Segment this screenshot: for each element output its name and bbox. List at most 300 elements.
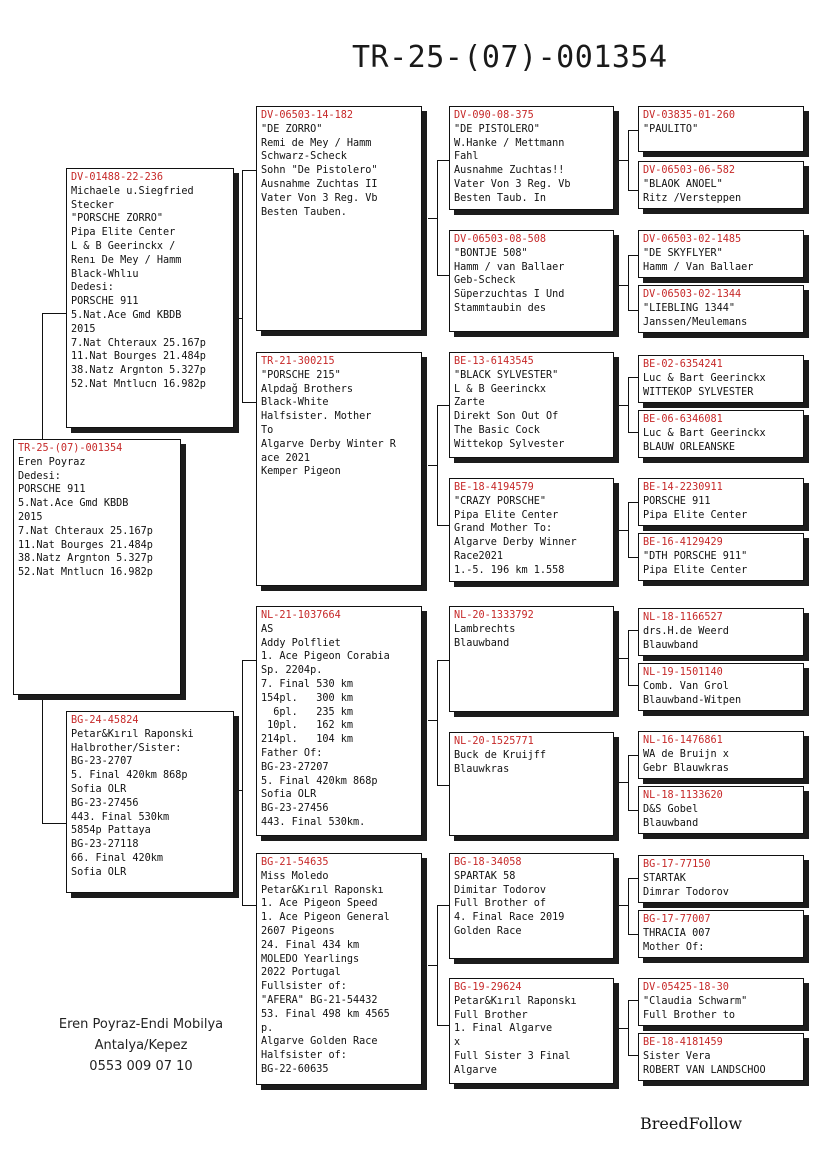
connector <box>628 130 638 131</box>
detail-line: 2022 Portugal <box>261 967 341 979</box>
detail-line: "DTH PORSCHE 911" <box>643 550 748 562</box>
connector <box>428 720 437 721</box>
detail-line: 1. Ace Pigeon General <box>261 912 390 924</box>
pedigree-title: TR-25-(07)-001354 <box>352 40 668 75</box>
detail-line: Blauwband <box>454 637 510 649</box>
detail-line: Petar&Kırıl Raponskı <box>454 995 577 1007</box>
ring-number: DV-06503-06-582 <box>643 165 736 176</box>
detail-line: Michaele u.Siegfried <box>71 185 194 197</box>
pigeon-details <box>643 302 799 330</box>
detail-line: D&S Gobel <box>643 803 699 815</box>
connector <box>628 1055 638 1056</box>
pigeon-details <box>261 369 417 479</box>
ring-number: NL-21-1037664 <box>261 610 341 621</box>
ring-number: BG-18-34058 <box>454 857 522 868</box>
owner-name: Eren Poyraz-Endi Mobilya <box>58 1017 224 1032</box>
detail-line: Sp. 2204p. <box>261 665 323 677</box>
detail-line: Hamm / Van Ballaer <box>643 261 754 273</box>
connector <box>628 934 638 935</box>
detail-line: 53. Final 498 km 4565 <box>261 1008 390 1020</box>
detail-line: Eren Poyraz <box>18 456 86 468</box>
detail-line: W.Hanke / Mettmann <box>454 137 565 149</box>
detail-line: Full Brother to <box>643 1009 736 1021</box>
detail-line: The Basic Cock <box>454 424 540 436</box>
connector <box>619 405 628 406</box>
connector <box>628 377 638 378</box>
detail-line: Pipa Elite Center <box>643 509 748 521</box>
detail-line: 7.Nat Chteraux 25.167p <box>18 525 153 537</box>
detail-line: SPARTAK 58 <box>454 870 516 882</box>
detail-line: Grand Mother To: <box>454 523 553 535</box>
ring-number: BG-19-29624 <box>454 982 522 993</box>
pedigree-card-sd[interactable] <box>256 352 422 586</box>
connector <box>428 218 437 219</box>
detail-line: "Claudia Schwarm" <box>643 995 748 1007</box>
connector <box>628 502 629 557</box>
detail-line: Dimrar Todorov <box>643 886 729 898</box>
detail-line: 52.Nat Mntlucn 16.982p <box>71 378 206 390</box>
detail-line: ROBERT VAN LANDSCHOO <box>643 1064 766 1076</box>
owner-phone: 0553 009 07 10 <box>89 1059 193 1074</box>
ring-number: BE-13-6143545 <box>454 356 534 367</box>
detail-line: 1.-5. 196 km 1.558 <box>454 564 565 576</box>
detail-line: L & B Geerinckx <box>454 383 547 395</box>
detail-line: THRACIA 007 <box>643 927 711 939</box>
pigeon-details <box>454 623 609 651</box>
detail-line: WITTEKOP SYLVESTER <box>643 386 754 398</box>
detail-line: Full Brother <box>454 1009 528 1021</box>
connector <box>242 170 256 171</box>
connector <box>437 405 449 406</box>
ring-number: BG-24-45824 <box>71 715 139 726</box>
detail-line: Besten Tauben. <box>261 206 347 218</box>
connector <box>437 785 449 786</box>
connector <box>42 313 66 314</box>
pedigree-card-g13[interactable] <box>638 855 804 903</box>
connector <box>437 405 438 525</box>
pedigree-card-g9[interactable] <box>638 608 804 656</box>
detail-line: Blauwkras <box>454 763 510 775</box>
pigeon-details <box>454 995 609 1078</box>
connector <box>242 402 256 403</box>
detail-line: Vater Von 3 Reg. Vb <box>261 192 378 204</box>
detail-line: 5.Nat.Ace Gmd KBDB <box>18 498 129 510</box>
connector <box>234 318 242 319</box>
detail-line: BLAUW ORLEANSKE <box>643 441 736 453</box>
detail-line: Stammtaubin des <box>454 302 547 314</box>
pigeon-details <box>643 372 799 400</box>
ring-number: NL-19-1501140 <box>643 667 723 678</box>
detail-line: Algarve Derby Winner <box>454 537 577 549</box>
ring-number: TR-21-300215 <box>261 356 335 367</box>
detail-line: "PORSCHE 215" <box>261 369 341 381</box>
detail-line: Hamm / van Ballaer <box>454 261 565 273</box>
pigeon-details <box>643 495 799 523</box>
pedigree-card-g16[interactable] <box>638 1033 804 1081</box>
detail-line: Pipa Elite Center <box>643 564 748 576</box>
detail-line: MOLEDO Yearlings <box>261 953 360 965</box>
detail-line: Janssen/Meulemans <box>643 316 748 328</box>
detail-line: 1. Final Algarve <box>454 1023 553 1035</box>
connector <box>628 1000 638 1001</box>
detail-line: AS <box>261 623 274 635</box>
detail-line: 24. Final 434 km <box>261 939 360 951</box>
ring-number: DV-06503-08-508 <box>454 234 547 245</box>
detail-line: 6pl. 235 km <box>261 706 354 718</box>
detail-line: Black-Whlıu <box>71 268 139 280</box>
pigeon-details <box>643 680 799 708</box>
detail-line: 2015 <box>71 323 96 335</box>
connector <box>628 502 638 503</box>
connector <box>242 905 256 906</box>
detail-line: Halfsister of: <box>261 1050 347 1062</box>
detail-line: Pipa Elite Center <box>71 227 176 239</box>
connector <box>628 255 629 310</box>
detail-line: 1. Ace Pigeon Corabia <box>261 651 390 663</box>
pigeon-details <box>71 728 229 880</box>
pigeon-details <box>643 927 799 955</box>
connector <box>628 557 638 558</box>
connector <box>242 170 243 402</box>
detail-line: Blauwband <box>643 639 699 651</box>
pigeon-details <box>643 625 799 653</box>
detail-line: "BLAOK ANOEL" <box>643 178 723 190</box>
pigeon-details <box>261 123 417 220</box>
ring-number: DV-090-08-375 <box>454 110 534 121</box>
detail-line: PORSCHE 911 <box>71 296 139 308</box>
connector <box>628 755 629 810</box>
pedigree-card-g7[interactable] <box>638 478 804 526</box>
connector <box>628 810 638 811</box>
connector <box>242 660 243 905</box>
detail-line: Direkt Son Out Of <box>454 411 559 423</box>
detail-line: Dedesi: <box>18 470 61 482</box>
pedigree-card-sdd[interactable] <box>449 478 614 582</box>
connector <box>619 658 628 659</box>
connector <box>628 755 638 756</box>
detail-line: 4. Final Race 2019 <box>454 912 565 924</box>
connector <box>428 465 437 466</box>
ring-number: DV-06503-02-1344 <box>643 289 742 300</box>
detail-line: 443. Final 530km <box>71 811 170 823</box>
detail-line: 11.Nat Bourges 21.484p <box>71 351 206 363</box>
pigeon-details <box>643 123 799 137</box>
pedigree-card-g5[interactable] <box>638 355 804 403</box>
connector <box>242 660 256 661</box>
connector <box>619 160 628 161</box>
detail-line: x <box>454 1037 461 1049</box>
detail-line: "LIEBLING 1344" <box>643 302 736 314</box>
pedigree-card-dsd[interactable] <box>449 732 614 836</box>
detail-line: Geb-Scheck <box>454 275 516 287</box>
pedigree-card-g3[interactable] <box>638 230 804 278</box>
detail-line: p. <box>261 1022 274 1034</box>
pedigree-card-ds[interactable] <box>256 606 422 836</box>
ring-number: NL-20-1333792 <box>454 610 534 621</box>
detail-line: Algarve <box>454 1064 497 1076</box>
ring-number: DV-05425-18-30 <box>643 982 729 993</box>
detail-line: BG-22-60635 <box>261 1063 329 1075</box>
detail-line: 5. Final 420km 868p <box>71 770 188 782</box>
ring-number: NL-20-1525771 <box>454 736 534 747</box>
connector <box>428 965 437 966</box>
detail-line: BG-23-27456 <box>261 803 329 815</box>
ring-number: DV-03835-01-260 <box>643 110 736 121</box>
pigeon-details <box>643 872 799 900</box>
detail-line: 2607 Pigeons <box>261 925 335 937</box>
pedigree-card-sire[interactable] <box>66 168 234 428</box>
connector <box>437 160 449 161</box>
pigeon-details <box>454 247 609 316</box>
pigeon-details <box>261 623 417 830</box>
detail-line: 2015 <box>18 511 43 523</box>
connector <box>42 313 43 440</box>
pigeon-details <box>643 748 799 776</box>
pedigree-card-dam[interactable] <box>66 711 234 893</box>
detail-line: ace 2021 <box>261 452 311 464</box>
pedigree-card-g15[interactable] <box>638 978 804 1026</box>
detail-line: Blauwband-Witpen <box>643 694 742 706</box>
detail-line: Halbrother/Sister: <box>71 742 182 754</box>
pedigree-card-sss[interactable] <box>449 106 614 210</box>
detail-line: Fullsister of: <box>261 981 347 993</box>
detail-line: "PAULITO" <box>643 123 699 135</box>
detail-line: Luc & Bart Geerinckx <box>643 372 766 384</box>
detail-line: "DE ZORRO" <box>261 123 323 135</box>
pedigree-card-g8[interactable] <box>638 533 804 581</box>
detail-line: Race2021 <box>454 550 504 562</box>
pigeon-details <box>643 427 799 455</box>
connector <box>42 700 43 823</box>
detail-line: PORSCHE 911 <box>18 484 86 496</box>
pigeon-details <box>454 870 609 939</box>
connector <box>628 685 638 686</box>
pigeon-details <box>643 803 799 831</box>
ring-number: DV-06503-02-1485 <box>643 234 742 245</box>
detail-line: 443. Final 530km. <box>261 816 366 828</box>
detail-line: Blauwband <box>643 817 699 829</box>
detail-line: Algarve Derby Winter R <box>261 438 396 450</box>
brand-logo-text: BreedFollow <box>640 1114 743 1133</box>
detail-line: Golden Race <box>454 925 522 937</box>
ring-number: NL-16-1476861 <box>643 735 723 746</box>
pigeon-details <box>643 247 799 275</box>
connector <box>234 790 242 791</box>
detail-line: "DE SKYFLYER" <box>643 247 723 259</box>
detail-line: "CRAZY PORSCHE" <box>454 495 547 507</box>
connector <box>437 1025 449 1026</box>
connector <box>628 878 629 934</box>
detail-line: Zarte <box>454 397 485 409</box>
detail-line: Buck de Kruijff <box>454 749 547 761</box>
connector <box>42 823 66 824</box>
connector <box>437 660 438 785</box>
detail-line: "DE PISTOLERO" <box>454 123 540 135</box>
detail-line: drs.H.de Weerd <box>643 625 729 637</box>
connector <box>628 130 629 190</box>
connector <box>628 878 638 879</box>
connector <box>437 905 449 906</box>
detail-line: Sofia OLR <box>261 789 317 801</box>
ring-number: BE-18-4194579 <box>454 482 534 493</box>
detail-line: Full Brother of <box>454 898 547 910</box>
owner-info <box>30 1014 252 1077</box>
detail-line: Remi de Mey / Hamm <box>261 137 372 149</box>
connector <box>619 530 628 531</box>
detail-line: 66. Final 420km <box>71 852 164 864</box>
detail-line: Dimitar Todorov <box>454 884 547 896</box>
pedigree-card-g2[interactable] <box>638 161 804 209</box>
detail-line: 5.Nat.Ace Gmd KBDB <box>71 309 182 321</box>
ring-number: DV-01488-22-236 <box>71 172 164 183</box>
detail-line: Black-White <box>261 397 329 409</box>
detail-line: 5854p Pattaya <box>71 825 151 837</box>
pedigree-card-sds[interactable] <box>449 352 614 458</box>
connector <box>628 432 638 433</box>
detail-line: BG-23-27118 <box>71 839 139 851</box>
pedigree-card-dd[interactable] <box>256 853 422 1085</box>
pedigree-card-ddd[interactable] <box>449 978 614 1084</box>
pigeon-details <box>454 369 609 452</box>
connector <box>437 160 438 275</box>
pigeon-details <box>643 995 799 1023</box>
pigeon-details <box>18 456 176 580</box>
connector <box>628 377 629 432</box>
pigeon-details <box>261 870 417 1077</box>
ring-number: NL-18-1166527 <box>643 612 723 623</box>
pigeon-details <box>454 123 609 206</box>
ring-number: BG-21-54635 <box>261 857 329 868</box>
connector <box>437 275 449 276</box>
detail-line: Petar&Kırıl Raponski <box>71 728 194 740</box>
connector <box>628 310 638 311</box>
ring-number: BE-14-2230911 <box>643 482 723 493</box>
detail-line: STARTAK <box>643 872 686 884</box>
detail-line: Schwarz-Scheck <box>261 151 347 163</box>
detail-line: Besten Taub. In <box>454 192 547 204</box>
pedigree-card-dss[interactable] <box>449 606 614 712</box>
ring-number: BG-17-77007 <box>643 914 711 925</box>
connector <box>628 190 638 191</box>
pedigree-card-g14[interactable] <box>638 910 804 958</box>
detail-line: Sofia OLR <box>71 866 127 878</box>
detail-line: BG-23-27456 <box>71 797 139 809</box>
detail-line: WA de Bruijn x <box>643 748 729 760</box>
detail-line: 7.Nat Chteraux 25.167p <box>71 337 206 349</box>
detail-line: 154pl. 300 km <box>261 692 354 704</box>
connector <box>619 905 628 906</box>
detail-line: Dedesi: <box>71 282 114 294</box>
ring-number: BE-18-4181459 <box>643 1037 723 1048</box>
detail-line: Luc & Bart Geerinckx <box>643 427 766 439</box>
detail-line: Stecker <box>71 199 114 211</box>
detail-line: Sister Vera <box>643 1050 711 1062</box>
detail-line: Ritz /Versteppen <box>643 192 742 204</box>
pedigree-card-g10[interactable] <box>638 663 804 711</box>
detail-line: "BONTJE 508" <box>454 247 528 259</box>
detail-line: BG-23-2707 <box>71 756 133 768</box>
detail-line: "BLACK SYLVESTER" <box>454 369 559 381</box>
pedigree-card-g11[interactable] <box>638 731 804 779</box>
connector <box>437 525 449 526</box>
detail-line: Pipa Elite Center <box>454 509 559 521</box>
pedigree-card-dds[interactable] <box>449 853 614 959</box>
connector <box>619 782 628 783</box>
ring-number: TR-25-(07)-001354 <box>18 443 123 454</box>
detail-line: Petar&Kırıl Raponskı <box>261 884 384 896</box>
detail-line: 7. Final 530 km <box>261 678 354 690</box>
detail-line: 5. Final 420km 868p <box>261 775 378 787</box>
detail-line: Kemper Pigeon <box>261 466 341 478</box>
detail-line: "PORSCHE ZORRO" <box>71 213 164 225</box>
detail-line: 38.Natz Argnton 5.327p <box>18 553 153 565</box>
detail-line: Father Of: <box>261 747 323 759</box>
detail-line: Fahl <box>454 151 479 163</box>
pigeon-details <box>71 185 229 392</box>
detail-line: Wittekop Sylvester <box>454 438 565 450</box>
detail-line: Vater Von 3 Reg. Vb <box>454 178 571 190</box>
detail-line: L & B Geerinckx / <box>71 240 176 252</box>
detail-line: Addy Polfliet <box>261 637 341 649</box>
connector <box>628 630 629 685</box>
pedigree-card-g6[interactable] <box>638 410 804 458</box>
ring-number: BG-17-77150 <box>643 859 711 870</box>
detail-line: Renı De Mey / Hamm <box>71 254 182 266</box>
ring-number: NL-18-1133620 <box>643 790 723 801</box>
pigeon-details <box>643 1050 799 1078</box>
connector <box>619 285 628 286</box>
connector <box>619 1028 628 1029</box>
pigeon-details <box>643 550 799 578</box>
pigeon-details <box>454 495 609 578</box>
detail-line: 11.Nat Bourges 21.484p <box>18 539 153 551</box>
detail-line: 214pl. 104 km <box>261 734 354 746</box>
connector <box>628 1000 629 1055</box>
detail-line: BG-23-27207 <box>261 761 329 773</box>
detail-line: PORSCHE 911 <box>643 495 711 507</box>
pedigree-card-g12[interactable] <box>638 786 804 834</box>
detail-line: Sofia OLR <box>71 783 127 795</box>
pedigree-card-subject[interactable] <box>13 439 181 695</box>
connector <box>437 660 449 661</box>
detail-line: Comb. Van Grol <box>643 680 729 692</box>
detail-line: Alpdağ Brothers <box>261 383 354 395</box>
detail-line: 1. Ace Pigeon Speed <box>261 898 378 910</box>
ring-number: DV-06503-14-182 <box>261 110 354 121</box>
detail-line: Ausnahme Zuchtas II <box>261 178 378 190</box>
detail-line: 52.Nat Mntlucn 16.982p <box>18 567 153 579</box>
pedigree-card-g4[interactable] <box>638 285 804 333</box>
pedigree-card-g1[interactable] <box>638 106 804 152</box>
pedigree-card-ssd[interactable] <box>449 230 614 332</box>
owner-city: Antalya/Kepez <box>94 1038 188 1053</box>
detail-line: 38.Natz Argnton 5.327p <box>71 365 206 377</box>
connector <box>437 905 438 1025</box>
pigeon-details <box>454 749 609 777</box>
pedigree-card-ss[interactable] <box>256 106 422 331</box>
detail-line: Mother Of: <box>643 941 705 953</box>
detail-line: Ausnahme Zuchtas!! <box>454 165 565 177</box>
detail-line: 10pl. 162 km <box>261 720 354 732</box>
detail-line: Algarve Golden Race <box>261 1036 378 1048</box>
ring-number: BE-02-6354241 <box>643 359 723 370</box>
detail-line: Halfsister. Mother <box>261 411 372 423</box>
detail-line: Sohn "De Pistolero" <box>261 165 378 177</box>
detail-line: Gebr Blauwkras <box>643 762 729 774</box>
detail-line: Full Sister 3 Final <box>454 1050 571 1062</box>
detail-line: Süperzuchtas I Und <box>454 289 565 301</box>
ring-number: BE-06-6346081 <box>643 414 723 425</box>
